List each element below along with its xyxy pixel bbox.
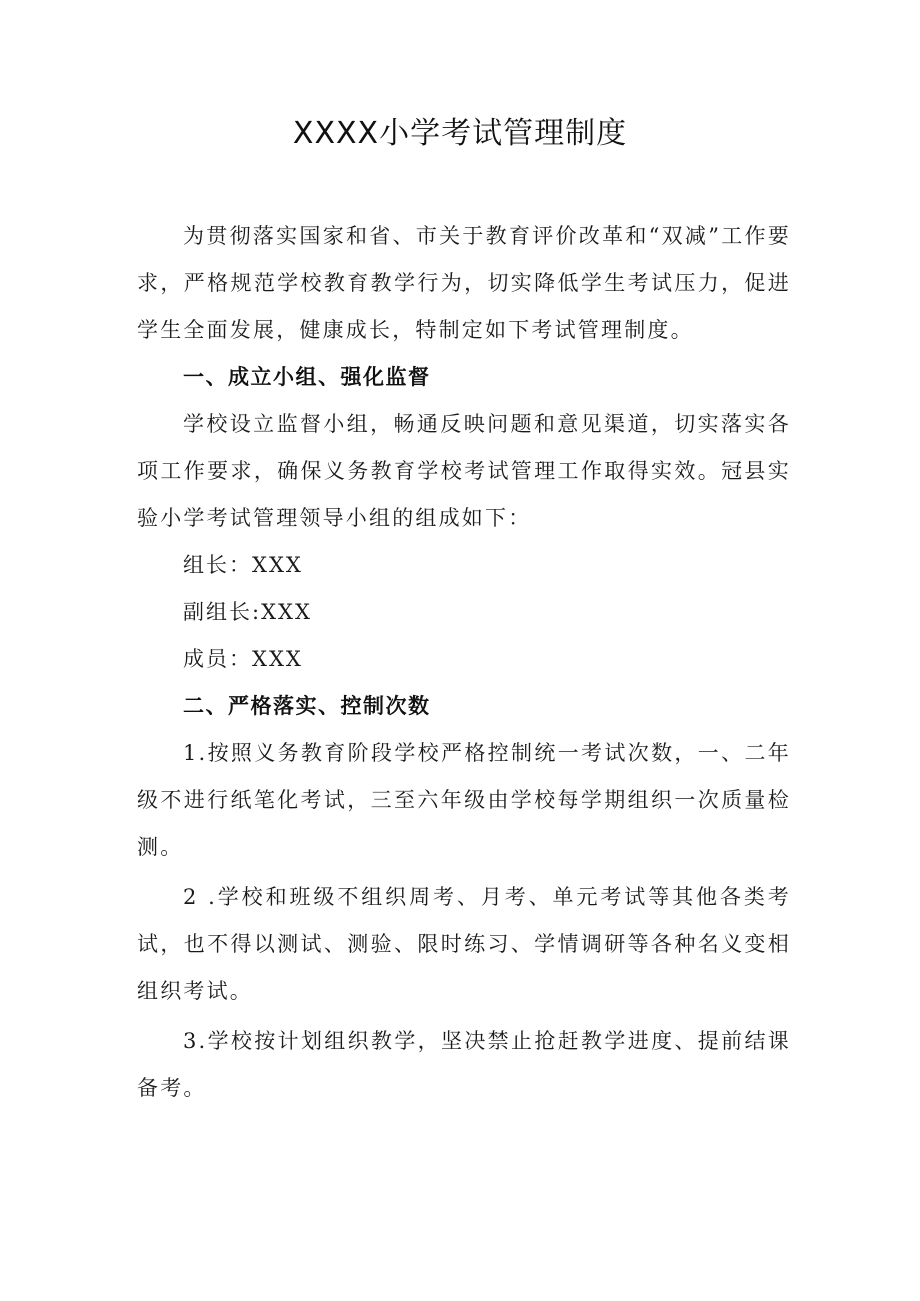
intro-paragraph: 为贯彻落实国家和省、市关于教育评价改革和“双减”工作要求，严格规范学校教育教学行为，切实降低学生考试压力，促进学生全面发展，健康成长，特制定如下考试管理制度。: [137, 224, 791, 342]
section-2-item-2: 2 .学校和班级不组织周考、月考、单元考试等其他各类考试，也不得以测试、测验、限时练习、学情调研等各种名义变相组织考试。: [137, 885, 791, 1003]
section-2-heading: 二、严格落实、控制次数: [183, 694, 431, 718]
section-1-heading: 一、成立小组、强化监督: [183, 365, 431, 389]
member-members: 成员：XXX: [183, 647, 303, 671]
member-leader: 组长：XXX: [183, 553, 303, 577]
section-2-item-1: 1.按照义务教育阶段学校严格控制统一考试次数，一、二年级不进行纸笔化考试，三至六年级由学校每学期组织一次质量检测。: [137, 741, 791, 859]
document-title: XXXX小学考试管理制度: [292, 116, 628, 151]
document-body: [137, 213, 791, 1112]
section-1-paragraph: 学校设立监督小组，畅通反映问题和意见渠道，切实落实各项工作要求，确保义务教育学校考试管理工作取得实效。冠县实验小学考试管理领导小组的组成如下：: [137, 412, 791, 530]
section-2-item-3: 3.学校按计划组织教学，坚决禁止抢赶教学进度、提前结课备考。: [137, 1029, 791, 1100]
member-deputy-leader: 副组长:XXX: [183, 600, 312, 624]
